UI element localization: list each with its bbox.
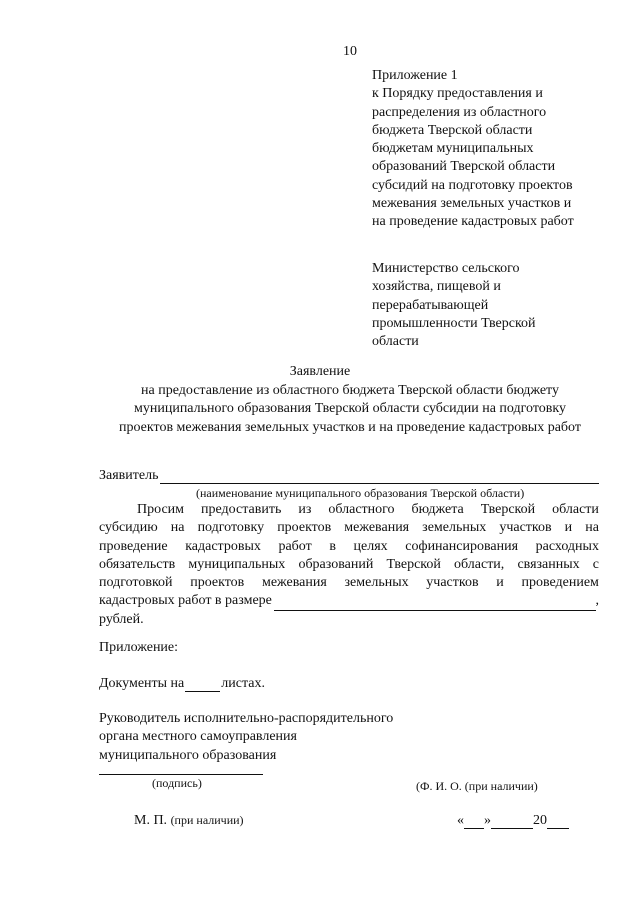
addressee-line: перерабатывающей [372, 297, 489, 313]
word: расходных [535, 538, 599, 554]
amount-row [99, 592, 599, 610]
date-open-quote: « [457, 813, 464, 828]
addressee-line: области [372, 334, 419, 350]
attachment-label: Приложение: [99, 640, 179, 655]
signature-caption: (подпись) [152, 776, 202, 790]
annex-line: к Порядку предоставления и [372, 86, 543, 102]
addressee-line: Министерство сельского [372, 261, 520, 276]
word: земельных [422, 520, 487, 536]
page-number: 10 [343, 44, 357, 59]
word: и [564, 520, 573, 536]
date-close-quote: » [484, 813, 491, 828]
word: подготовкой [99, 575, 173, 591]
annex-line: распределения из областного [372, 104, 547, 120]
subtitle-line: на предоставление из областного бюджета Тверской области бюджету [141, 383, 559, 398]
word: земельных [344, 575, 409, 591]
document-title: Заявление [289, 364, 351, 379]
amount-field[interactable] [274, 596, 596, 611]
word: бюджета [411, 502, 464, 517]
word: и [496, 575, 504, 591]
word: с [592, 556, 599, 572]
annex-line: образований Тверской области [372, 159, 556, 175]
word: участков [499, 520, 552, 536]
word: в [329, 538, 336, 554]
applicant-caption: (наименование муниципального образования Тверской области) [196, 486, 525, 500]
document-subtitle [60, 382, 640, 437]
word: проведением [521, 575, 599, 591]
annex-line: бюджетам муниципальных [372, 141, 534, 157]
request-line [99, 501, 599, 519]
annex-line: бюджета Тверской области [372, 122, 533, 138]
applicant-label: Заявитель [99, 468, 159, 483]
word: предоставить [201, 502, 282, 517]
signature-field[interactable] [99, 764, 263, 775]
word: проектов [190, 575, 245, 591]
word: участков [426, 575, 479, 591]
head-line: Руководитель исполнительно-распорядительного [99, 711, 394, 726]
head-line: органа местного самоуправления [99, 729, 297, 745]
documents-prefix: Документы на [99, 676, 185, 691]
annex-line: на проведение кадастровых работ [372, 214, 574, 230]
fio-caption: (Ф. И. О. (при наличии) [416, 779, 538, 793]
amount-suffix: , [595, 593, 599, 609]
currency-line: рублей. [99, 611, 144, 627]
request-line [99, 556, 599, 574]
addressee-block [372, 260, 536, 351]
stamp-placeholder [134, 813, 244, 829]
amount-prefix: кадастровых работ в размере [99, 593, 272, 609]
request-paragraph [99, 501, 599, 629]
word: на [585, 520, 599, 536]
day-field[interactable] [464, 814, 484, 829]
word: из [298, 502, 312, 517]
sheet-count-field[interactable] [185, 677, 220, 692]
word: Просим [137, 502, 185, 517]
date-row [457, 813, 569, 829]
annex-line: Приложение 1 [372, 68, 458, 83]
subtitle-line: муниципального образования Тверской области субсидии на подготовку [133, 401, 566, 417]
word: целях [353, 538, 388, 554]
word: проведение [99, 538, 168, 554]
word: субсидию [99, 520, 158, 536]
year-prefix: 20 [533, 813, 547, 828]
word: Тверской [480, 502, 536, 517]
word: межевания [261, 575, 327, 591]
stamp-label: М. П. [134, 813, 168, 828]
word: области [552, 502, 599, 517]
annex-header [372, 67, 574, 232]
word: работ [278, 538, 312, 554]
word: кадастровых [185, 538, 261, 554]
applicant-row [99, 468, 599, 484]
request-line [99, 519, 599, 537]
head-title-block [99, 710, 393, 765]
addressee-line: хозяйства, пищевой и [372, 279, 501, 295]
applicant-name-field[interactable] [160, 469, 599, 484]
head-line: муниципального образования [99, 747, 277, 763]
word: проектов [277, 520, 332, 536]
documents-suffix: листах. [221, 676, 265, 691]
word: образований [298, 556, 374, 572]
word: связанных [517, 556, 580, 572]
word: Тверской [386, 556, 441, 572]
annex-line: субсидий на подготовку проектов [372, 177, 573, 193]
word: на [170, 520, 185, 536]
month-field[interactable] [491, 814, 533, 829]
request-line [99, 574, 599, 592]
documents-row [99, 676, 265, 692]
request-line [99, 538, 599, 556]
word: муниципальных [188, 556, 286, 572]
word: софинансирования [405, 538, 519, 554]
year-field[interactable] [547, 814, 569, 829]
word: областного [328, 502, 395, 517]
subtitle-line: проектов межевания земельных участков и на проведение кадастровых работ [119, 419, 581, 435]
word: области, [454, 556, 505, 572]
word: межевания [344, 520, 410, 536]
addressee-line: промышленности Тверской [372, 315, 536, 331]
word: подготовку [197, 520, 265, 536]
stamp-note: (при наличии) [170, 813, 244, 827]
word: обязательств [99, 556, 176, 572]
annex-line: межевания земельных участков и [372, 196, 572, 212]
